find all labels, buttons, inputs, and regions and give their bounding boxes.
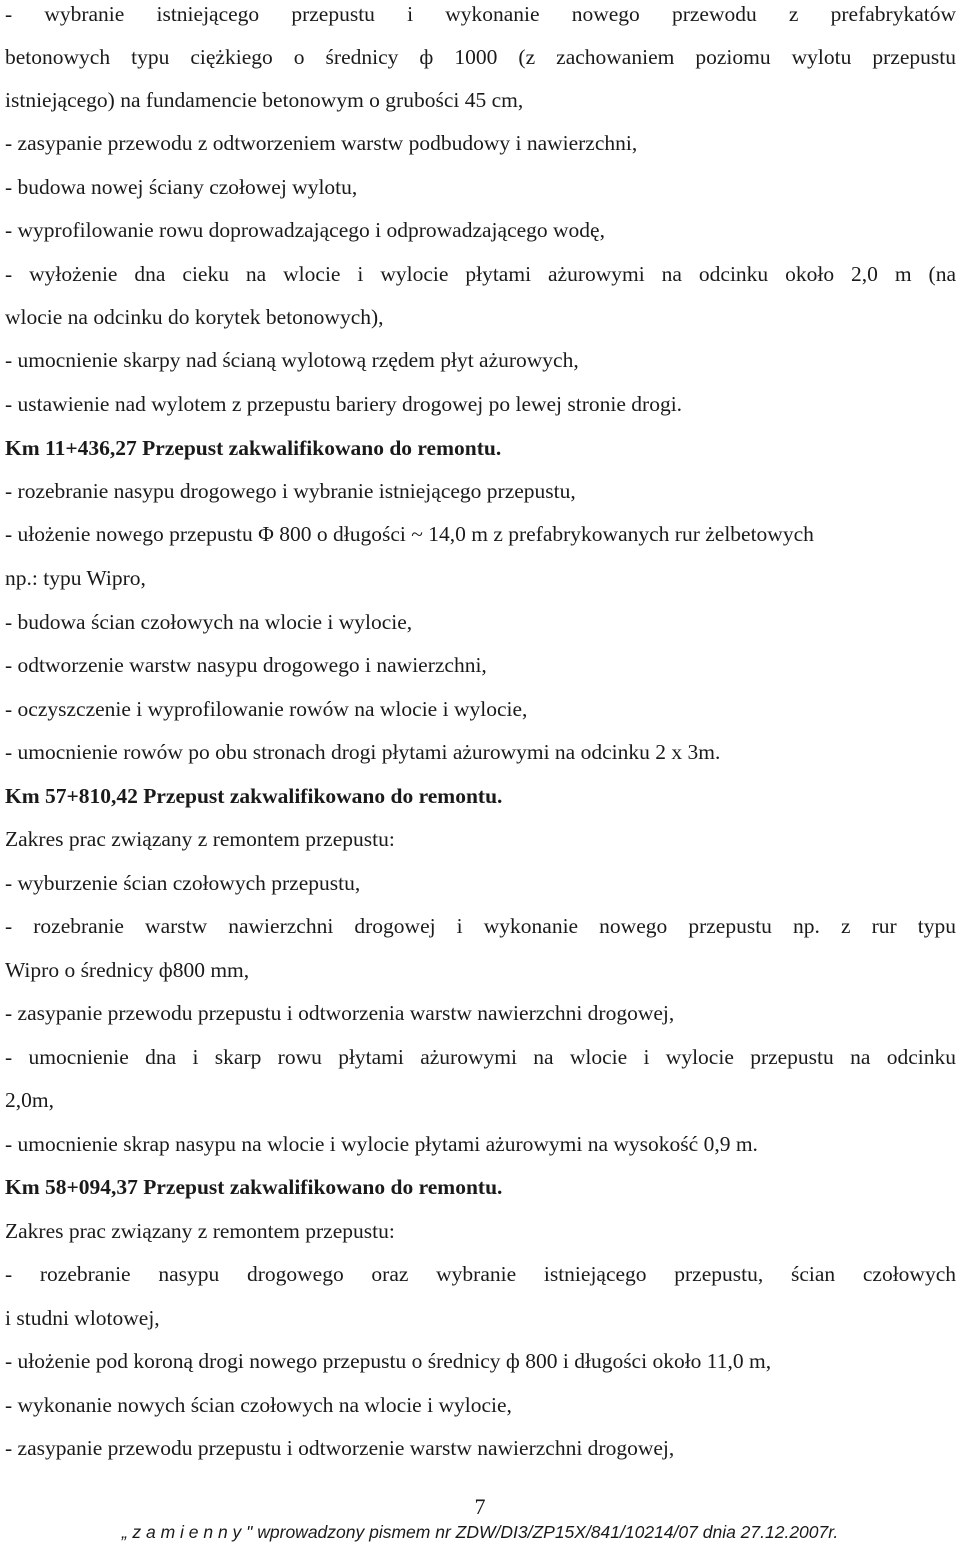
text-line: np.: typu Wipro, xyxy=(5,566,146,590)
text-line: - umocnienie skarpy nad ścianą wylotową rzędem płyt ażurowych, xyxy=(5,348,579,372)
text-line: - odtworzenie warstw nasypu drogowego i nawierzchni, xyxy=(5,653,487,677)
text-line: - oczyszczenie i wyprofilowanie rowów na wlocie i wylocie, xyxy=(5,697,528,721)
text-line: Zakres prac związany z remontem przepustu: xyxy=(5,827,395,851)
page-number: 7 xyxy=(474,1494,486,1519)
text-line: - zasypanie przewodu z odtworzeniem warstw podbudowy i nawierzchni, xyxy=(5,131,638,155)
text-line: - zasypanie przewodu przepustu i odtworzenie warstw nawierzchni drogowej, xyxy=(5,1436,675,1460)
page-footer: „ z a m i e n n y " wprowadzony pismem nr ZDW/DI3/ZP15X/841/10214/07 dnia 27.12.2007r. xyxy=(121,1522,839,1542)
text-line: - ustawienie nad wylotem z przepustu bariery drogowej po lewej stronie drogi. xyxy=(5,392,683,416)
text-line: betonowych typu ciężkiego o średnicy ф 1000 (z zachowaniem poziomu wylotu przepustu xyxy=(5,45,956,69)
text-line: - umocnienie dna i skarp rowu płytami ażurowymi na wlocie i wylocie przepustu na odcinku xyxy=(5,1045,956,1069)
text-line: istniejącego) na fundamencie betonowym o grubości 45 cm, xyxy=(5,88,524,112)
text-line: Wipro o średnicy ф800 mm, xyxy=(5,958,250,982)
section-heading: Km 58+094,37 Przepust zakwalifikowano do remontu. xyxy=(5,1175,503,1199)
text-line: - rozebranie nasypu drogowego oraz wybranie istniejącego przepustu, ścian czołowych xyxy=(5,1262,956,1286)
text-line: - budowa nowej ściany czołowej wylotu, xyxy=(5,175,358,199)
text-line: - umocnienie rowów po obu stronach drogi płytami ażurowymi na odcinku 2 x 3m. xyxy=(5,740,721,764)
text-line: - wyburzenie ścian czołowych przepustu, xyxy=(5,871,361,895)
text-line: - budowa ścian czołowych na wlocie i wylocie, xyxy=(5,610,413,634)
text-line: - ułożenie pod koroną drogi nowego przepustu o średnicy ф 800 i długości około 11,0 m, xyxy=(5,1349,772,1373)
text-line: - rozebranie warstw nawierzchni drogowej i wykonanie nowego przepustu np. z rur typu xyxy=(5,914,956,938)
text-line: - wykonanie nowych ścian czołowych na wlocie i wylocie, xyxy=(5,1393,512,1417)
section-heading: Km 11+436,27 Przepust zakwalifikowano do remontu. xyxy=(5,436,502,460)
text-line: - wyłożenie dna cieku na wlocie i wylocie płytami ażurowymi na odcinku około 2,0 m (na xyxy=(5,262,956,286)
text-line: - wybranie istniejącego przepustu i wykonanie nowego przewodu z prefabrykatów xyxy=(5,2,956,26)
text-line: Zakres prac związany z remontem przepustu: xyxy=(5,1219,395,1243)
text-line: - umocnienie skrap nasypu na wlocie i wylocie płytami ażurowymi na wysokość 0,9 m. xyxy=(5,1132,758,1156)
section-heading: Km 57+810,42 Przepust zakwalifikowano do remontu. xyxy=(5,784,503,808)
text-line: - ułożenie nowego przepustu Φ 800 o długości ~ 14,0 m z prefabrykowanych rur żelbetowych xyxy=(5,522,814,546)
text-line: - zasypanie przewodu przepustu i odtworzenia warstw nawierzchni drogowej, xyxy=(5,1001,675,1025)
text-line: i studni wlotowej, xyxy=(5,1306,160,1330)
text-line: 2,0m, xyxy=(5,1088,54,1112)
text-line: - rozebranie nasypu drogowego i wybranie istniejącego przepustu, xyxy=(5,479,576,503)
text-line: wlocie na odcinku do korytek betonowych), xyxy=(5,305,384,329)
text-line: - wyprofilowanie rowu doprowadzającego i odprowadzającego wodę, xyxy=(5,218,605,242)
